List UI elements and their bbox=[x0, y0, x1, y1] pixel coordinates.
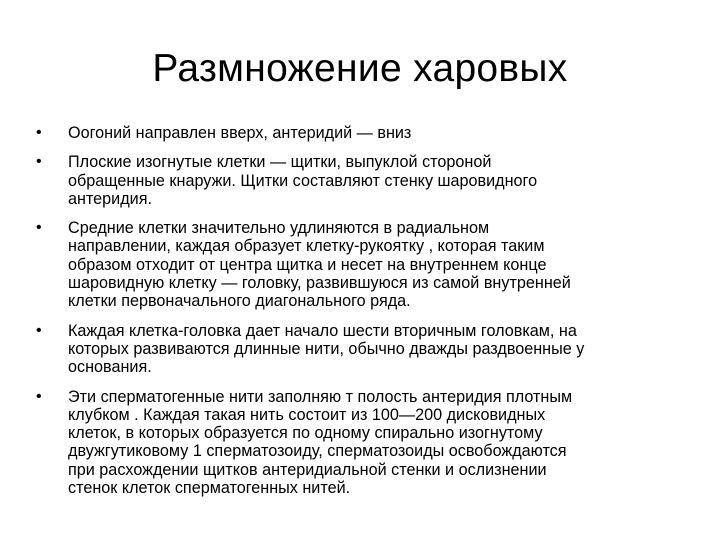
bullet-marker: • bbox=[36, 321, 42, 339]
bullet-item bbox=[36, 388, 676, 498]
bullet-item bbox=[36, 153, 676, 208]
bullet-marker: • bbox=[36, 387, 42, 405]
bullet-text-line: Средние клетки значительно удлиняются в радиальном bbox=[68, 219, 490, 238]
bullet-text-line: клубком . Каждая такая нить состоит из 100—200 дисковидных bbox=[68, 405, 546, 424]
bullet-text-line: клетки первоначального диагонального ряда. bbox=[68, 292, 411, 311]
bullet-item bbox=[36, 124, 676, 142]
bullet-list bbox=[36, 124, 676, 508]
bullet-text-line: стенок клеток сперматогенных нитей. bbox=[68, 479, 351, 498]
bullet-text-line: Плоские изогнутые клетки — щитки, выпуклой стороной bbox=[68, 153, 492, 172]
bullet-text-line: двужгутиковому 1 сперматозоиду, сперматозоиды освобождаются bbox=[68, 442, 567, 461]
bullet-text-line: направлении, каждая образует клетку-рукоятку , которая таким bbox=[68, 237, 545, 256]
bullet-text-line: Оогоний направлен вверх, антеридий — вниз bbox=[68, 124, 412, 142]
slide-title: Размножение харовых bbox=[152, 47, 568, 90]
bullet-text-line: клеток, в которых образуется по одному спирально изогнутому bbox=[68, 424, 543, 443]
bullet-text-line: которых развиваются длинные нити, обычно дважды раздвоенные у bbox=[68, 339, 585, 358]
bullet-text-line: шаровидную клетку — головку, развившуюся из самой внутренней bbox=[68, 274, 571, 293]
bullet-marker: • bbox=[36, 124, 42, 141]
bullet-text-line: Каждая клетка-головка дает начало шести вторичным головкам, на bbox=[68, 321, 577, 340]
bullet-text-line: антеридия. bbox=[68, 189, 152, 208]
bullet-text-line: Эти сперматогенные нити заполняю т полость антеридия плотным bbox=[68, 387, 573, 406]
bullet-text-line: основания. bbox=[68, 358, 152, 377]
bullet-item bbox=[36, 322, 676, 377]
bullet-text-line: при расхождении щитков антеридиальной стенки и ослизнении bbox=[68, 460, 547, 479]
bullet-text-line: образом отходит от центра щитка и несет на внутреннем конце bbox=[68, 255, 547, 274]
bullet-item bbox=[36, 219, 676, 310]
bullet-marker: • bbox=[36, 219, 42, 237]
bullet-marker: • bbox=[36, 153, 42, 171]
bullet-text-line: обращенные кнаружи. Щитки составляют стенку шаровидного bbox=[68, 171, 538, 190]
